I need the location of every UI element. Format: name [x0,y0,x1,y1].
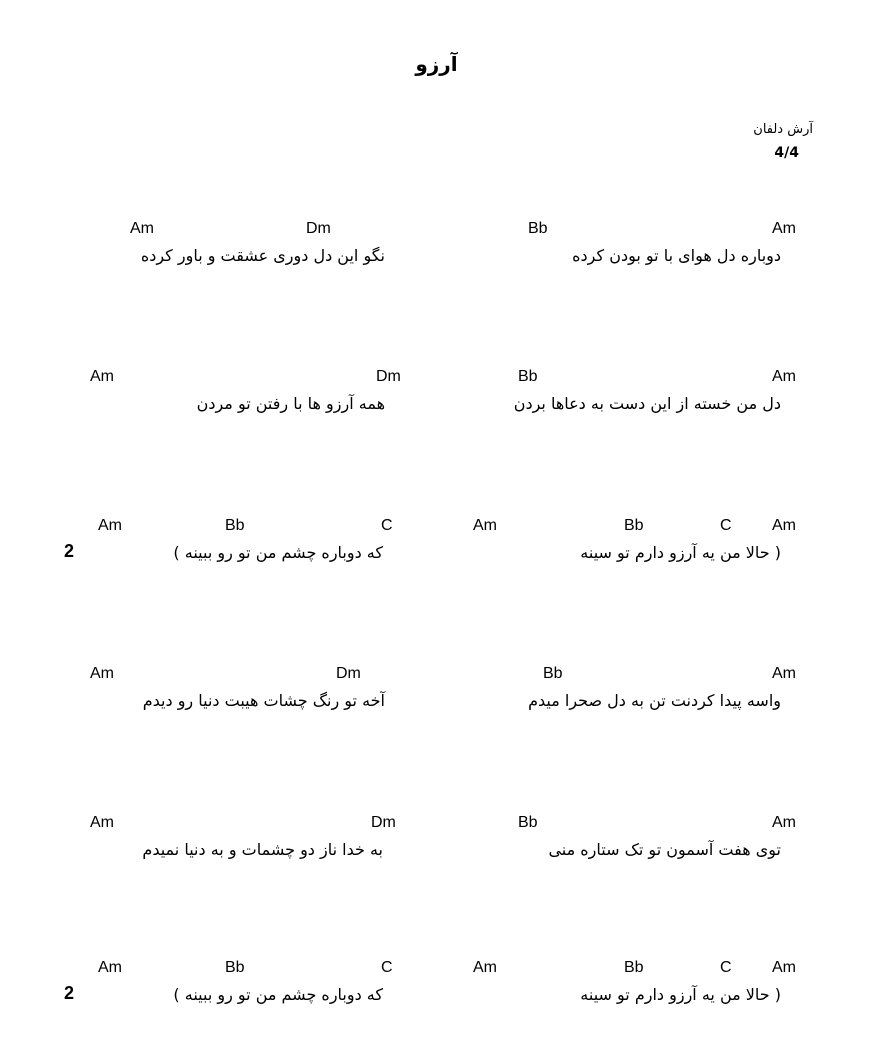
chord: Am [90,665,114,682]
chord: Am [90,814,114,831]
lyric-line: همه آرزو ها با رفتن تو مردن [196,394,385,413]
chord: Bb [624,959,644,976]
chord: Am [772,959,796,976]
lyric-line: به خدا ناز دو چشمات و به دنیا نمیدم [142,840,383,859]
chord: Am [772,814,796,831]
chord: Bb [225,959,245,976]
chord: Am [90,368,114,385]
chord: C [720,959,732,976]
lyric-line: توی هفت آسمون تو تک ستاره منی [548,840,781,859]
chord: Am [772,665,796,682]
chord: Am [473,959,497,976]
song-title: آرزو [415,52,458,76]
lyric-line: آخه تو رنگ چشات هیبت دنیا رو دیدم [142,691,385,710]
chord: Am [130,220,154,237]
chord: Dm [336,665,361,682]
lyric-line: دوباره دل هوای با تو بودن کرده [572,246,781,265]
chord: Am [98,517,122,534]
chord: Bb [518,814,538,831]
chord: Am [98,959,122,976]
chord: Bb [624,517,644,534]
chord: Bb [543,665,563,682]
lyric-line: نگو این دل دوری عشقت و باور کرده [140,246,385,265]
lyric-line: که دوباره چشم من تو رو ببینه ) [173,543,383,562]
chord: C [381,959,393,976]
chord: C [720,517,732,534]
chord: Am [473,517,497,534]
chord: Dm [376,368,401,385]
chord: Bb [528,220,548,237]
chord: Am [772,368,796,385]
time-signature: 4/4 [774,145,799,161]
lyric-line: که دوباره چشم من تو رو ببینه ) [173,985,383,1004]
chord: Am [772,517,796,534]
repeat-count: 2 [64,983,75,1003]
lyric-line: ( حالا من یه آرزو دارم تو سینه [580,985,781,1004]
lyric-line: دل من خسته از این دست به دعاها بردن [513,394,781,413]
repeat-count: 2 [64,541,75,561]
chord: Bb [225,517,245,534]
lyric-line: واسه پیدا کردنت تن به دل صحرا میدم [528,691,781,710]
lyric-line: ( حالا من یه آرزو دارم تو سینه [580,543,781,562]
chord: Dm [371,814,396,831]
composer-name: آرش دلفان [753,122,813,137]
chord: Bb [518,368,538,385]
chord: C [381,517,393,534]
chord: Dm [306,220,331,237]
chord: Am [772,220,796,237]
